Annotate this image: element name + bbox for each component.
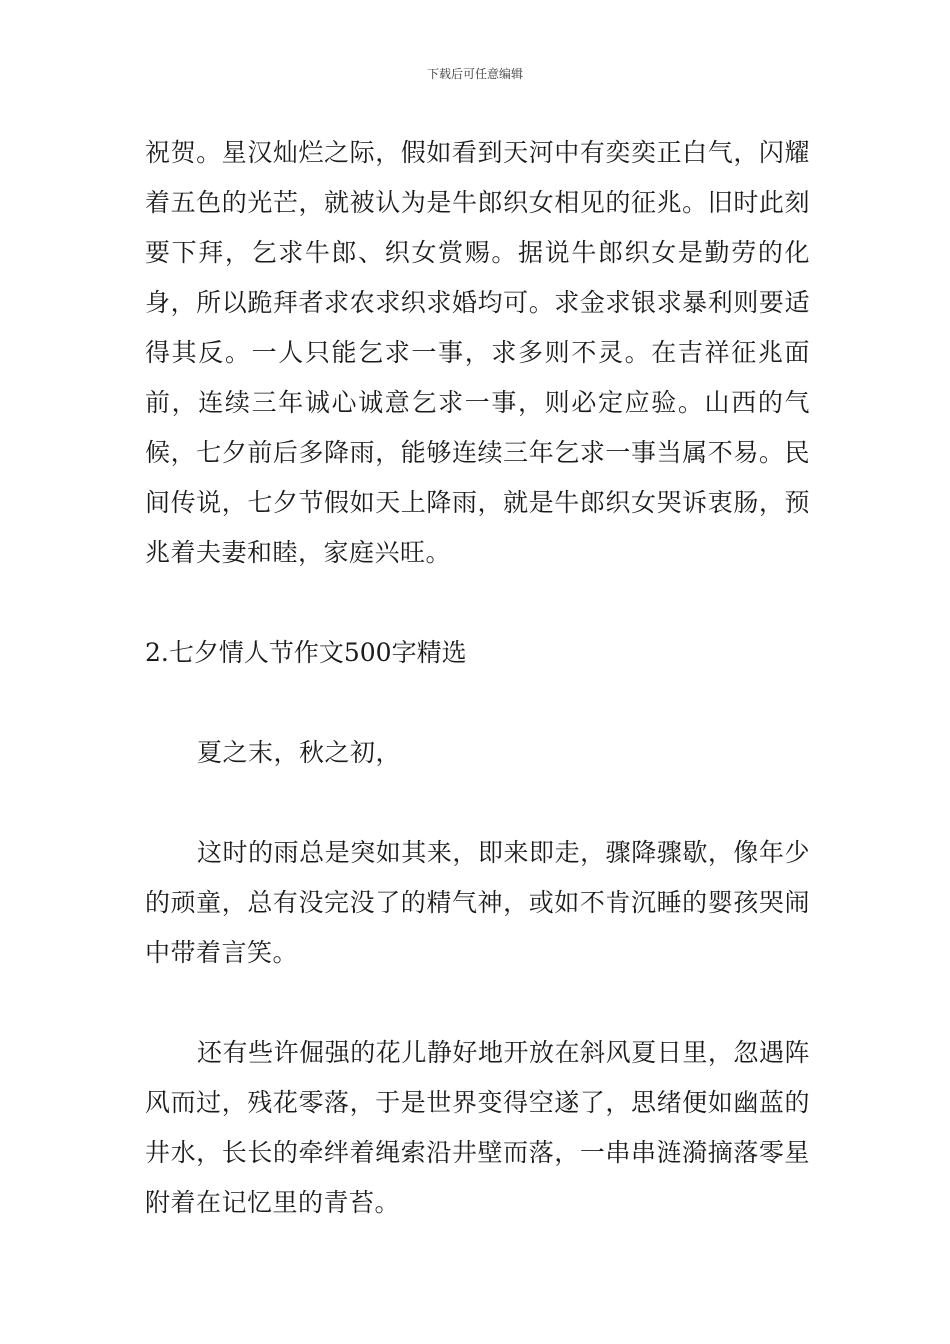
document-body xyxy=(145,128,810,1228)
paragraph-spacer xyxy=(145,678,810,728)
paragraph-rain: 这时的雨总是突如其来，即来即走，骤降骤歇，像年少的顽童，总有没完没了的精气神，或如不肯沉睡的婴孩哭闹中带着言笑。 xyxy=(145,838,810,967)
section-title: 2.七夕情人节作文500字精选 xyxy=(145,638,467,667)
paragraph-spacer xyxy=(145,978,810,1028)
paragraph-festival-customs: 祝贺。星汉灿烂之际，假如看到天河中有奕奕正白气，闪耀着五色的光芒，就被认为是牛郎织女相见的征兆。旧时此刻要下拜，乞求牛郎、织女赏赐。据说牛郎织女是勤劳的化身，所以跪拜者求农求织求婚均可。求金求银求暴利则要适得其反。一人只能乞求一事，求多则不灵。在吉祥征兆面前，连续三年诚心诚意乞求一事，则必定应验。山西的气候，七夕前后多降雨，能够连续三年乞求一事当属不易。民间传说，七夕节假如天上降雨，就是牛郎织女哭诉衷肠，预兆着夫妻和睦，家庭兴旺。 xyxy=(145,138,810,567)
paragraph-season: 夏之末，秋之初， xyxy=(197,738,402,767)
paragraph-spacer xyxy=(145,578,810,628)
paragraph-flowers: 还有些许倔强的花儿静好地开放在斜风夏日里，忽遇阵风而过，残花零落，于是世界变得空遂了，思绪便如幽蓝的井水，长长的牵绊着绳索沿井壁而落，一串串涟漪摘落零星附着在记忆里的青苔。 xyxy=(145,1038,810,1217)
paragraph-spacer xyxy=(145,778,810,828)
page-header: 下载后可任意编辑 xyxy=(426,67,523,81)
